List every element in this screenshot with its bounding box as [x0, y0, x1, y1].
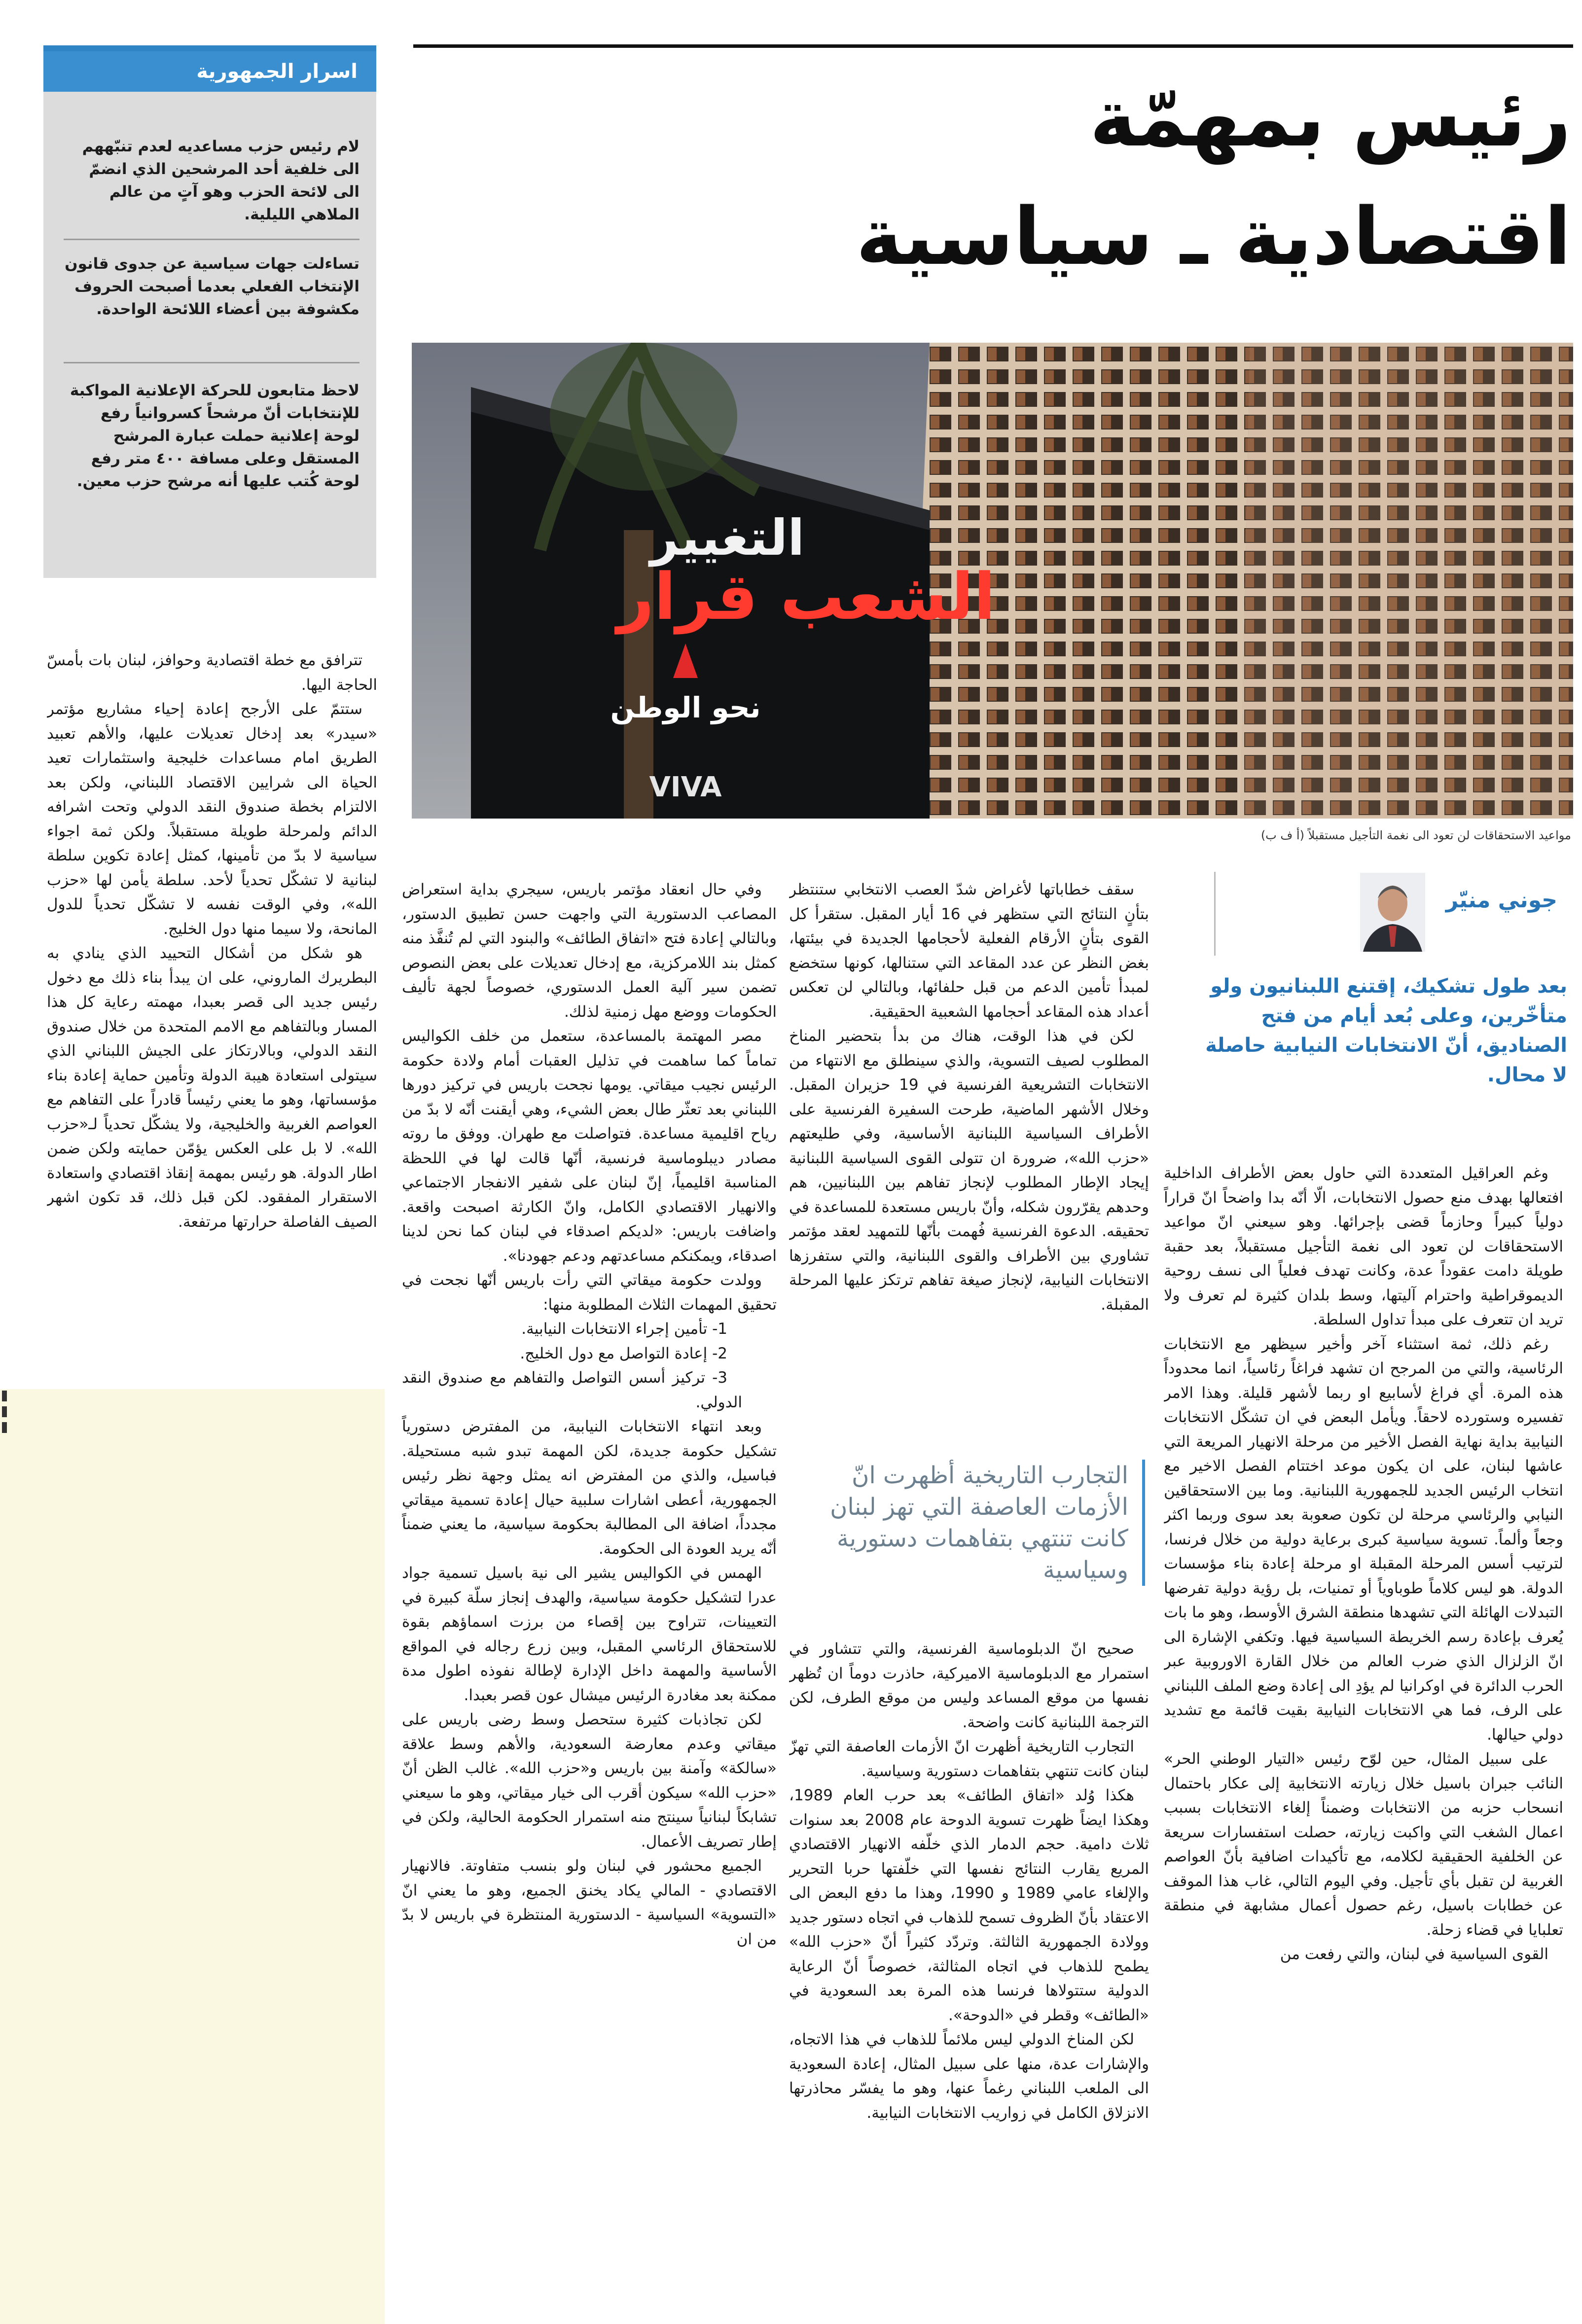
- billboard-top-text: التغيير: [650, 509, 805, 567]
- paragraph: الهمس في الكواليس يشير الى نية باسيل تسمية جواد عدرا لتشكيل حكومة سياسية، والهدف إنجاز سلّة كبيرة في التعيينات، تتراوح بين إقصاء من برزت اسماؤهم بقوة للاستحقاق الرئاسي المقبل، وبين زرع رجاله في المواقع الأساسية والمهمة داخل الإدارة لإطالة نفوذه اطول مدة ممكنة بعد مغادرة الرئيس ميشال عون قصر بعبدا.: [402, 1564, 777, 1704]
- paragraph: ستتمّ على الأرجح إعادة إحياء مشاريع مؤتمر «سيدر» بعد إدخال تعديلات عليها، والأهم تعبيد الطريق امام مساعدات خليجية واستثمارات تعيد الحياة الى شرايين الاقتصاد اللبناني، ولكن بعد الالتزام بخطة صندوق النقد الدولي وتحت اشرافه الدائم ولمرحلة طويلة مستقبلاً. ولكن ثمة اجواء سياسية لا بدّ من تأمينها، كمثل إعادة تكوين سلطة لبنانية لا تشكّل تحدياً لأحد. سلطة يأمن لها «حزب الله»، وفي الوقت نفسه لا تشكّل تحدياً للدول المانحة، ولا سيما منها دول الخليج.: [47, 700, 377, 938]
- sidebar-item-1: لام رئيس حزب مساعديه لعدم تنبّههم الى خلفية أحد المرشحين الذي انضمّ الى لائحة الحزب وهو آتٍ من عالم الملاهي الليلية.: [82, 138, 360, 223]
- paragraph: سقف خطاباتها لأغراض شدّ العصب الانتخابي ستنتظر بتأنٍ النتائج التي ستظهر في 16 أيار المقبل. ستقرأ كل القوى بتأنٍ الأرقام الفعلية لأحجامها الجديدة في بيئتها، بغض النظر عن عدد المقاعد التي ستنالها، كونها ستخضع لمبدأ تأمين الدعم من قبل حلفائها، وبالتالي لن تعكس أعداد هذه المقاعد أحجامها الشعبية الحقيقية.: [789, 881, 1149, 1021]
- photo-illustration: [412, 343, 1573, 819]
- paragraph: القوى السياسية في لبنان، والتي رفعت من: [1280, 1945, 1548, 1963]
- sidebar-divider: [64, 362, 360, 363]
- billboard-main-text: الشعب قرار: [617, 559, 996, 634]
- list-item: 3- تركيز أسس التواصل والتفاهم مع صندوق النقد الدولي.: [402, 1369, 742, 1411]
- author-divider: [1214, 872, 1216, 956]
- list-item: 2- إعادة التواصل مع دول الخليج.: [520, 1344, 727, 1362]
- paragraph: التجارب التاريخية أظهرت انّ الأزمات العاصفة التي تهزّ لبنان كانت تنتهي بتفاهمات دستورية وسياسية.: [789, 1738, 1149, 1780]
- paragraph: الجميع محشور في لبنان ولو بنسب متفاوتة. فالانهيار الاقتصادي - المالي يكاد يخنق الجميع، وهو ما يعني انّ «التسوية» السياسية - الدستورية المنتظرة في باريس لا بدّ من ان: [402, 1857, 777, 1948]
- headline: [486, 59, 1571, 296]
- paragraph: لكن المناخ الدولي ليس ملائماً للذهاب في هذا الاتجاه، والإشارات عدة، منها على سبيل المثال، إعادة السعودية الى الملعب اللبناني رغماً عنها، وهو ما يفسّر محاذرتها الانزلاق الكامل في زواريب الانتخابات النيابية.: [789, 2031, 1149, 2122]
- column-2-top: [789, 878, 1149, 1445]
- paragraph: تترافق مع خطة اقتصادية وحوافز، لبنان بات بأمسّ الحاجة اليها.: [47, 651, 377, 694]
- sidebar-divider: [64, 239, 360, 240]
- paragraph: لكن في هذا الوقت، هناك من بدأ بتحضير المناخ المطلوب لصيف التسوية، والذي سينطلق مع الانتهاء من الانتخابات التشريعية الفرنسية في 19 حزيران المقبل. وخلال الأشهر الماضية، طرحت السفيرة الفرنسية على الأطراف السياسية اللبنانية الأساسية، وفي طليعتهم «حزب الله»، ضرورة ان تتولى القوى السياسية اللبنانية إيجاد الإطار المطلوب لإنجاز تفاهم بين اللبنانيين، هم وحدهم يقرّرون شكله، وأنّ باريس مستعدة للمساعدة في تحقيقه. الدعوة الفرنسية فُهمت بأنّها للتمهيد لعقد مؤتمر تشاوري بين الأطراف والقوى اللبنانية، والتي ستفرزها الانتخابات النيابية، لإنجاز صيغة تفاهم ترتكز عليها المرحلة المقبلة.: [789, 1027, 1149, 1314]
- column-4: [47, 648, 377, 1378]
- column-3: [402, 878, 777, 2315]
- advert-area: [0, 1389, 385, 2324]
- paragraph: وفي حال انعقاد مؤتمر باريس، سيجري بداية استعراض المصاعب الدستورية التي واجهت حسن تطبيق الدستور، وبالتالي إعادة فتح «اتفاق الطائف» والبنود التي لم تُنفَّذ منه كمثل بند اللامركزية، مع إدخال تعديلات على بعض النصوص تضمن سير آلية العمل الدستوري، خصوصاً لجهة تأليف الحكومات ووضع مهل زمنية لذلك.: [402, 881, 777, 1021]
- author-name: جوني منيّر: [1445, 888, 1557, 913]
- photo-caption: مواعيد الاستحقاقات لن تعود الى نغمة التأجيل مستقبلاً (أ ف ب): [1260, 828, 1571, 842]
- headline-line-1: رئيس بمهمّة: [1089, 72, 1571, 164]
- column-1: [1164, 1161, 1563, 2315]
- sidebar-secrets-box: [43, 45, 376, 578]
- page-edge-marks: [1, 1391, 10, 1435]
- paragraph: لكن تجاذبات كثيرة ستحصل وسط رضى باريس على ميقاتي وعدم معارضة السعودية، والأهم وسط علاقة «سالكة» وآمنة بين باريس و«حزب الله». غالب الظن أنّ «حزب الله» سيكون أقرب الى خيار ميقاتي، وهو ما سيعني تشابكاً لبنانياً سينتج منه استمرار الحكومة الحالية، ولكن في إطار تصريف الأعمال.: [402, 1711, 777, 1851]
- paragraph: هو شكل من أشكال التحييد الذي ينادي به البطريرك الماروني، على ان يبدأ بناء ذلك مع دخول رئيس جديد الى قصر بعبدا، مهمته رعاية كل هذا المسار وبالتفاهم مع الامم المتحدة من خلال صندوق النقد الدولي، وبالارتكاز على الجيش اللبناني الذي سيتولى استعادة هيبة الدولة وتأمين حماية إعادة بناء مؤسساتها، وهو ما يعني رئيساً قادراً على التفاهم مع العواصم الغربية والخليجية، ولا يشكّل تحدياً لـ«حزب الله». لا بل على العكس يؤمّن حمايته ولكن ضمن اطار الدولة. هو رئيس بمهمة إنقاذ اقتصادي واستعادة الاستقرار المفقود. لكن قبل ذلك، قد تكون اشهر الصيف الفاصلة حرارتها مرتفعة.: [47, 944, 377, 1231]
- paragraph: وبعد انتهاء الانتخابات النيابية، من المفترض دستورياً تشكيل حكومة جديدة، لكن المهمة تبدو شبه مستحيلة. فباسيل، والذي من المفترض انه يمثل وجهة نظر رئيس الجمهورية، أعطى اشارات سلبية حيال إعادة تسمية ميقاتي مجدداً، اضافة الى المطالبة بحكومة سياسية، ما يعني ضمناً أنّه يريد العودة الى الحكومة.: [402, 1418, 777, 1558]
- paragraph: هكذا وُلد «اتفاق الطائف» بعد حرب العام 1989، وهكذا ايضاً ظهرت تسوية الدوحة عام 2008 بعد سنوات ثلاث دامية. حجم الدمار الذي خلّفه الانهيار الاقتصادي المريع يقارب النتائج نفسها التي خلّفتها حربا التحرير والإلغاء عامي 1989 و 1990، وهذا ما دفع البعض الى الاعتقاد بأنّ الظروف تسمح للذهاب في اتجاه دستور جديد وولادة الجمهورية الثالثة. وتردّد كثيراً أنّ «حزب الله» يطمح للذهاب في اتجاه المثالثة، خصوصاً أنّ الرعاية الدولية ستتولاها فرنسا هذه المرة بعد السعودية في «الطائف» وقطر في «الدوحة».: [789, 1787, 1149, 2024]
- author-portrait-icon: [1360, 873, 1425, 952]
- billboard-brand-text: VIVA: [649, 771, 722, 803]
- sidebar-item-2: تساءلت جهات سياسية عن جدوى قانون الإنتخاب الفعلي بعدما أصبحت الحروف مكشوفة بين أعضاء اللائحة الواحدة.: [65, 255, 360, 318]
- sidebar-title: اسرار الجمهورية: [43, 51, 376, 92]
- pull-quote: التجارب التاريخية أظهرت انّ الأزمات العاصفة التي تهز لبنان كانت تنتهي بتفاهمات دستورية وسياسية: [800, 1460, 1145, 1586]
- paragraph: على سبيل المثال، حين لوّح رئيس «التيار الوطني الحر» النائب جبران باسيل خلال زيارته الانتخابية إلى عكار باحتمال انسحاب حزبه من الانتخابات وضمناً إلغاء الانتخابات بسبب اعمال الشغب التي واكبت زيارته، حصلت استفسارات سريعة عن الخلفية الحقيقية لكلامه، مع تأكيدات اضافية بأنّ العواصم الغربية لن تقبل بأي تأجيل. وفي اليوم التالي، غاب هذا الموقف عن خطابات باسيل، رغم حصول أعمال مشابهة في منطقة تعلبايا في قضاء زحلة.: [1164, 1750, 1563, 1939]
- sidebar-item-3: لاحظ متابعون للحركة الإعلانية المواكبة للإنتخابات أنّ مرشحاً كسروانياً رفع لوحة إعلانية حملت عبارة المرشح المستقل وعلى مسافة ٤٠٠ متر رفع لوحة كُتب عليها أنه مرشح حزب معين.: [70, 382, 360, 490]
- article-photo: [412, 343, 1573, 819]
- article-lead: بعد طول تشكيك، إقتنع اللبنانيون ولو متأخّرين، وعلى بُعد أيام من فتح الصناديق، أنّ الانتخابات النيابية حاصلة لا محال.: [1205, 975, 1567, 1086]
- author-avatar: [1360, 873, 1425, 952]
- headline-top-rule: [413, 44, 1573, 48]
- paragraph: وولدت حكومة ميقاتي التي رأت باريس أنّها نجحت في تحقيق المهمات الثلاث المطلوبة منها:: [402, 1271, 777, 1314]
- headline-line-2: اقتصادية ـ سياسية: [856, 190, 1571, 283]
- billboard-logo-text: نحو الوطن: [610, 691, 761, 724]
- paragraph: رغم ذلك، ثمة استثناء آخر وأخير سيظهر مع الانتخابات الرئاسية، والتي من المرجح ان تشهد فراغاً رئاسياً، انما محدوداً هذه المرة. أي فراغ لأسابيع او ربما لأشهر قليلة. وهذا الامر تفسيره وستورده لاحقاً. ويأمل البعض في ان تشكّل الانتخابات النيابية بداية نهاية الفصل الأخير من مرحلة الانهيار المريعة التي عاشها لبنان، على ان يكون موعد اختتام الفصل الاخير مع انتخاب الرئيس الجديد للجمهورية اللبنانية. وما بين الاستحقاقين النيابي والرئاسي مرحلة لن تكون صعوبة بعد سوى وربما اكثر وجعاً وألماً. تسوية سياسية كبرى برعاية دولية من خلال فرنسا، لترتيب أسس المرحلة المقبلة او مرحلة إعادة بناء مؤسسات الدولة. هو ليس كلاماً طوباوياً أو تمنيات، بل رؤية دولية تفرضها التبدلات الهائلة التي تشهدها منطقة الشرق الأوسط، وهو ما بات يُعرف بإعادة رسم الخريطة السياسية فيها. وتكفي الإشارة الى انّ الزلزال الذي ضرب العالم من خلال القارة الاوروبية عبر الحرب الدائرة في اوكرانيا لم يؤدِ الى إعادة وضع الملف اللبناني على الرف، فما هي الانتخابات النيابية بقيت قائمة مع تشديد دولي حيالها.: [1164, 1335, 1563, 1744]
- paragraph: صحيح انّ الدبلوماسية الفرنسية، والتي تتشاور في استمرار مع الدبلوماسية الاميركية، حاذرت دوماً ان تُظهر نفسها من موقع المساعد وليس من موقع الطرف، لكن الترجمة اللبنانية كانت واضحة.: [789, 1640, 1149, 1731]
- column-2-bottom: [789, 1637, 1149, 2315]
- list-item: 1- تأمين إجراء الانتخابات النيابية.: [521, 1320, 727, 1338]
- paragraph: مصر المهتمة بالمساعدة، ستعمل من خلف الكواليس تماماً كما ساهمت في تذليل العقبات أمام ولادة حكومة الرئيس نجيب ميقاتي. يومها نجحت باريس في تركيز دورها اللبناني بعد تعثّر طال بعض الشيء، وهي أيقنت أنّه لا بدّ من رياح اقليمية مساعدة. فتواصلت مع طهران. ووفق ما روته مصادر ديبلوماسية فرنسية، أنّها قالت لها في اللحظة المناسبة اقليمياً، إنّ لبنان على شفير الانفجار الاجتماعي والانهيار الاقتصادي الكامل، وانّ الكارثة اصبحت واقعة. واضافت باريس: «لديكم اصدقاء في لبنان كما نحن لدينا اصدقاء، ويمكنكم مساعدتهم ودعم جهودنا».: [402, 1027, 777, 1265]
- paragraph: وغم العراقيل المتعددة التي حاول بعض الأطراف الداخلية افتعالها بهدف منع حصول الانتخابات، الّا أنّه بدا واضحاً انّ قراراً دولياً كبيراً وحازماً قضى بإجرائها. وهو سيعني انّ مواعيد الاستحقاقات لن تعود الى نغمة التأجيل مستقبلاً، بعد حقبة طويلة دامت عقوداً عدة، وكانت تهدف فعلياً الى نسف روحية الديموقراطية واحترام آليتها، وسط بلدان كثيرة لم تعرف ولا تريد ان تتعرف على مبدأ تداول السلطة.: [1164, 1164, 1563, 1328]
